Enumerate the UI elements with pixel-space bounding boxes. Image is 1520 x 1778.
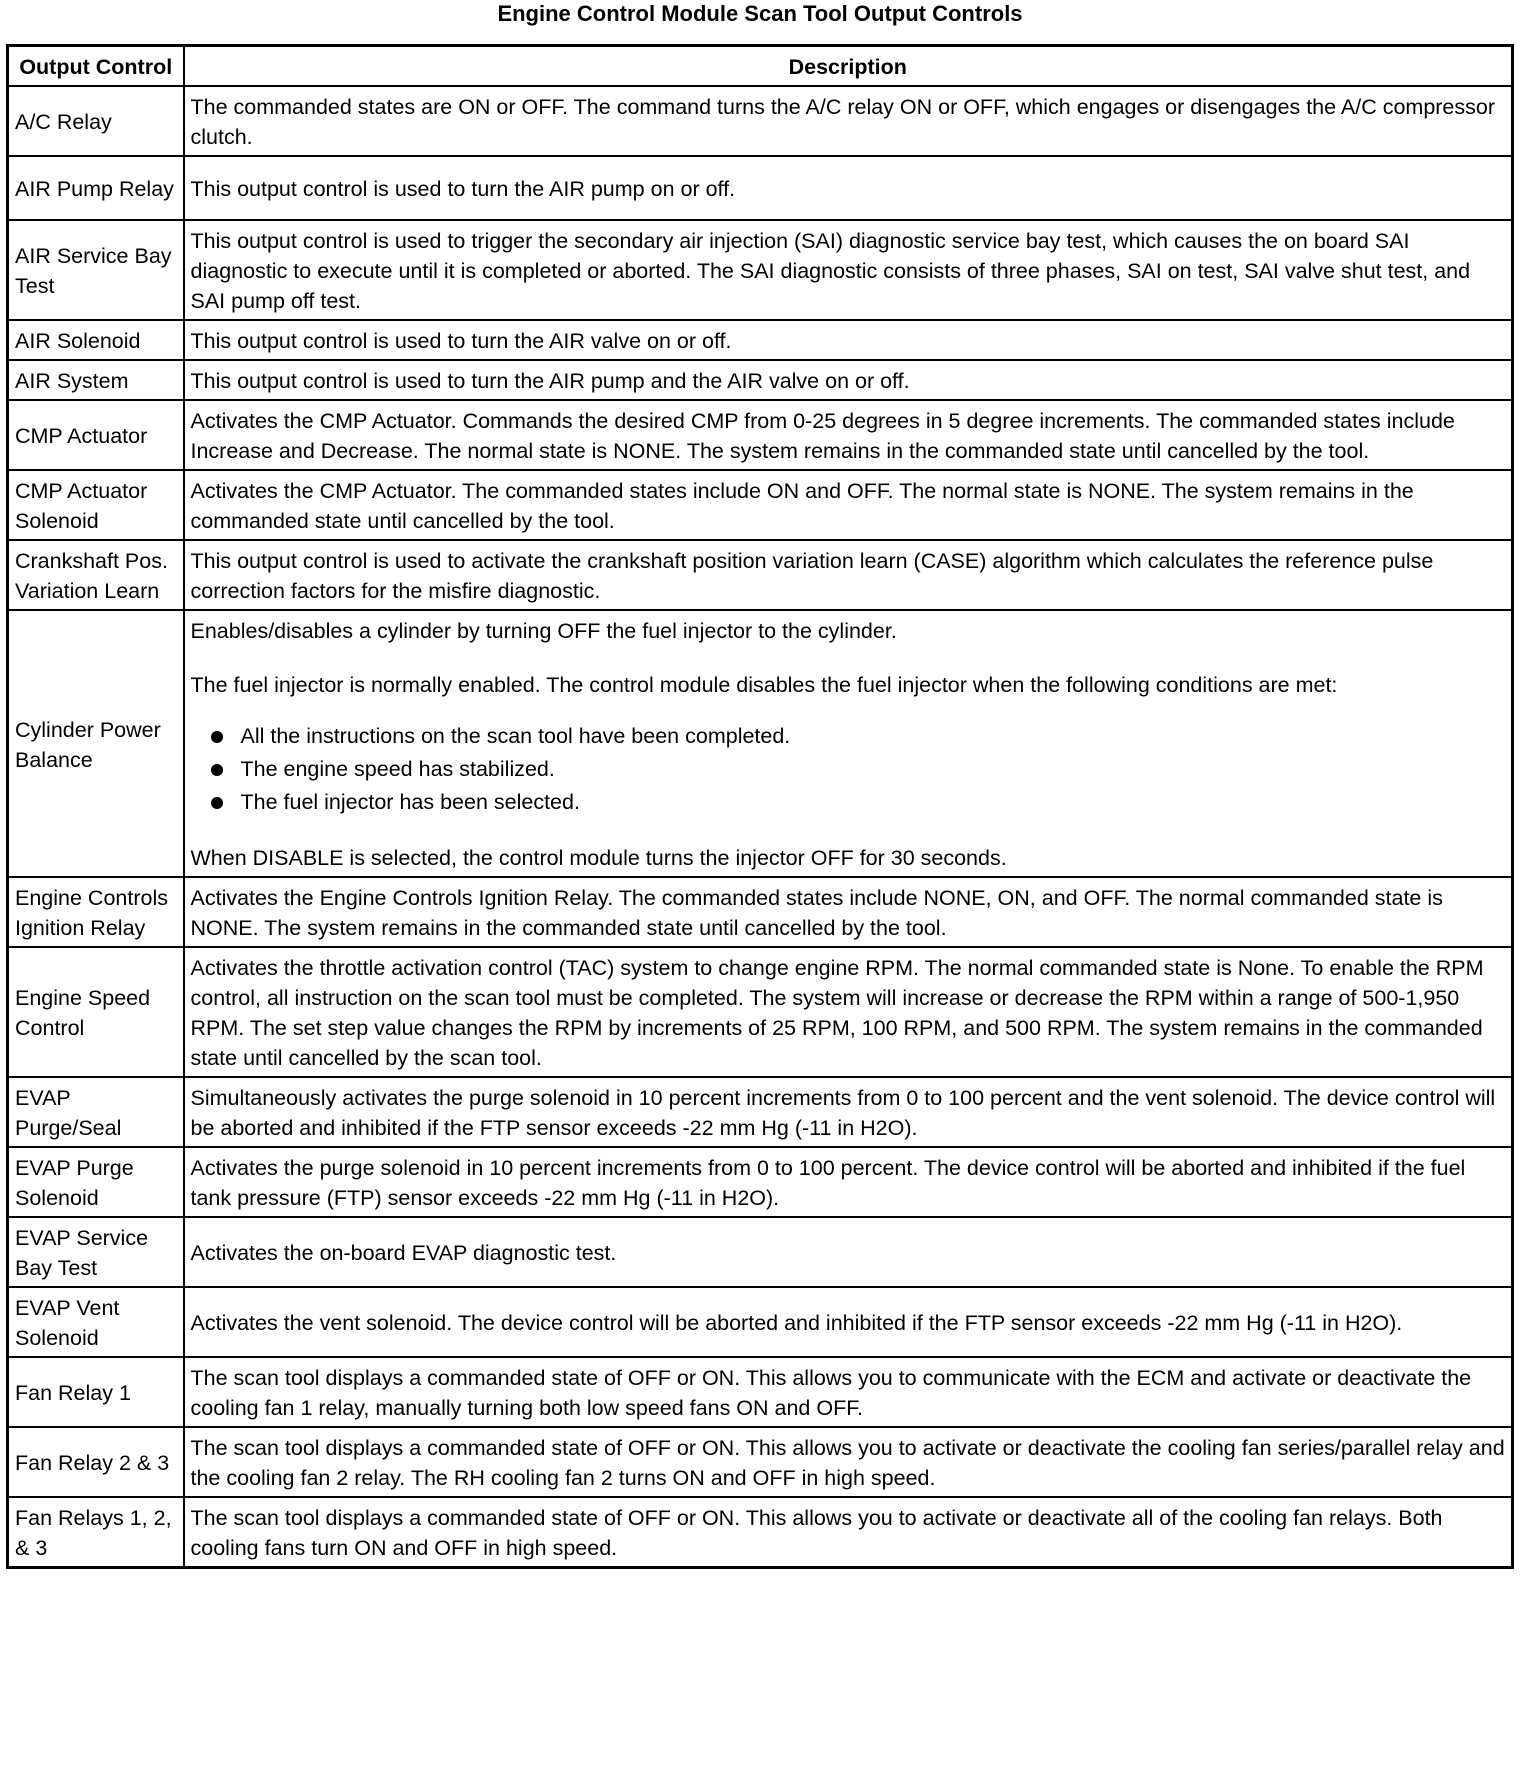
description-cell: Simultaneously activates the purge solenoid in 10 percent increments from 0 to 100 percent and the vent solenoid. The device control will be aborted and inhibited if the FTP sensor exceeds -22 mm Hg (-11 in H2O). <box>184 1077 1513 1147</box>
output-control-cell: A/C Relay <box>8 86 184 156</box>
table-row <box>8 610 1513 877</box>
table-row <box>8 947 1513 1077</box>
header-description: Description <box>184 46 1513 87</box>
table-row <box>8 400 1513 470</box>
table-row <box>8 1077 1513 1147</box>
condition-item: The fuel injector has been selected. <box>191 786 1506 819</box>
description-cell: This output control is used to turn the AIR pump and the AIR valve on or off. <box>184 360 1513 400</box>
table-row <box>8 1357 1513 1427</box>
output-control-cell: AIR Service Bay Test <box>8 220 184 320</box>
table-row <box>8 1287 1513 1357</box>
output-control-cell: EVAP Vent Solenoid <box>8 1287 184 1357</box>
output-control-cell: AIR System <box>8 360 184 400</box>
description-cell: Activates the CMP Actuator. Commands the desired CMP from 0-25 degrees in 5 degree increments. The commanded states include Increase and Decrease. The normal state is NONE. The system remains in the commanded state until cancelled by the tool. <box>184 400 1513 470</box>
condition-item: The engine speed has stabilized. <box>191 753 1506 786</box>
output-control-cell: Cylinder Power Balance <box>8 610 184 877</box>
description-cell: Activates the vent solenoid. The device control will be aborted and inhibited if the FTP sensor exceeds -22 mm Hg (-11 in H2O). <box>184 1287 1513 1357</box>
description-cell: Activates the on-board EVAP diagnostic test. <box>184 1217 1513 1287</box>
table-row <box>8 877 1513 947</box>
description-cell: Activates the throttle activation control (TAC) system to change engine RPM. The normal commanded state is None. To enable the RPM control, all instruction on the scan tool must be completed. The system will increase or decrease the RPM within a range of 500-1,950 RPM. The set step value changes the RPM by increments of 25 RPM, 100 RPM, and 500 RPM. The system remains in the commanded state until cancelled by the scan tool. <box>184 947 1513 1077</box>
output-control-cell: Engine Speed Control <box>8 947 184 1077</box>
description-cell: The scan tool displays a commanded state of OFF or ON. This allows you to communicate with the ECM and activate or deactivate the cooling fan 1 relay, manually turning both low speed fans ON and OFF. <box>184 1357 1513 1427</box>
description-intro: Enables/disables a cylinder by turning OFF the fuel injector to the cylinder. <box>190 619 897 643</box>
description-cell: The commanded states are ON or OFF. The command turns the A/C relay ON or OFF, which engages or disengages the A/C compressor clutch. <box>184 86 1513 156</box>
table-row <box>8 220 1513 320</box>
table-row <box>8 320 1513 360</box>
description-cell: This output control is used to turn the AIR valve on or off. <box>184 320 1513 360</box>
header-output-control: Output Control <box>8 46 184 87</box>
output-control-cell: EVAP Purge/Seal <box>8 1077 184 1147</box>
output-control-cell: Fan Relay 1 <box>8 1357 184 1427</box>
output-control-cell: Fan Relays 1, 2, & 3 <box>8 1497 184 1568</box>
output-controls-table <box>6 44 1514 1569</box>
output-control-cell: Fan Relay 2 & 3 <box>8 1427 184 1497</box>
table-header-row <box>8 46 1513 87</box>
description-cell: Activates the purge solenoid in 10 percent increments from 0 to 100 percent. The device control will be aborted and inhibited if the fuel tank pressure (FTP) sensor exceeds -22 mm Hg (-11 in H2O). <box>184 1147 1513 1217</box>
description-cell: The scan tool displays a commanded state of OFF or ON. This allows you to activate or deactivate the cooling fan series/parallel relay and the cooling fan 2 relay. The RH cooling fan 2 turns ON and OFF in high speed. <box>184 1427 1513 1497</box>
description-outro: When DISABLE is selected, the control module turns the injector OFF for 30 seconds. <box>190 846 1007 870</box>
output-control-cell: EVAP Purge Solenoid <box>8 1147 184 1217</box>
condition-item: All the instructions on the scan tool have been completed. <box>191 720 1506 753</box>
table-row <box>8 540 1513 610</box>
output-control-cell: AIR Pump Relay <box>8 156 184 220</box>
table-row <box>8 156 1513 220</box>
description-cell: This output control is used to trigger the secondary air injection (SAI) diagnostic service bay test, which causes the on board SAI diagnostic to execute until it is completed or aborted. The SAI diagnostic consists of three phases, SAI on test, SAI valve shut test, and SAI pump off test. <box>184 220 1513 320</box>
table-row <box>8 1217 1513 1287</box>
output-control-cell: Crankshaft Pos. Variation Learn <box>8 540 184 610</box>
page-title: Engine Control Module Scan Tool Output Controls <box>497 1 1023 26</box>
description-paragraph: The fuel injector is normally enabled. The control module disables the fuel injector when the following conditions are met: <box>190 673 1338 697</box>
output-control-cell: EVAP Service Bay Test <box>8 1217 184 1287</box>
description-cell: The scan tool displays a commanded state of OFF or ON. This allows you to activate or deactivate all of the cooling fan relays. Both cooling fans turn ON and OFF in high speed. <box>184 1497 1513 1568</box>
description-cell: Activates the CMP Actuator. The commanded states include ON and OFF. The normal state is NONE. The system remains in the commanded state until cancelled by the tool. <box>184 470 1513 540</box>
description-cell: Activates the Engine Controls Ignition Relay. The commanded states include NONE, ON, and OFF. The normal commanded state is NONE. The system remains in the commanded state until cancelled by the tool. <box>184 877 1513 947</box>
description-cell: This output control is used to activate the crankshaft position variation learn (CASE) algorithm which calculates the reference pulse correction factors for the misfire diagnostic. <box>184 540 1513 610</box>
output-control-cell: CMP Actuator <box>8 400 184 470</box>
description-cell: This output control is used to turn the AIR pump on or off. <box>184 156 1513 220</box>
table-row <box>8 1497 1513 1568</box>
output-control-cell: AIR Solenoid <box>8 320 184 360</box>
table-row <box>8 1427 1513 1497</box>
table-row <box>8 86 1513 156</box>
description-cell <box>184 610 1513 877</box>
output-control-cell: Engine Controls Ignition Relay <box>8 877 184 947</box>
output-control-cell: CMP Actuator Solenoid <box>8 470 184 540</box>
table-row <box>8 1147 1513 1217</box>
table-row <box>8 470 1513 540</box>
table-row <box>8 360 1513 400</box>
condition-list <box>191 720 1506 819</box>
